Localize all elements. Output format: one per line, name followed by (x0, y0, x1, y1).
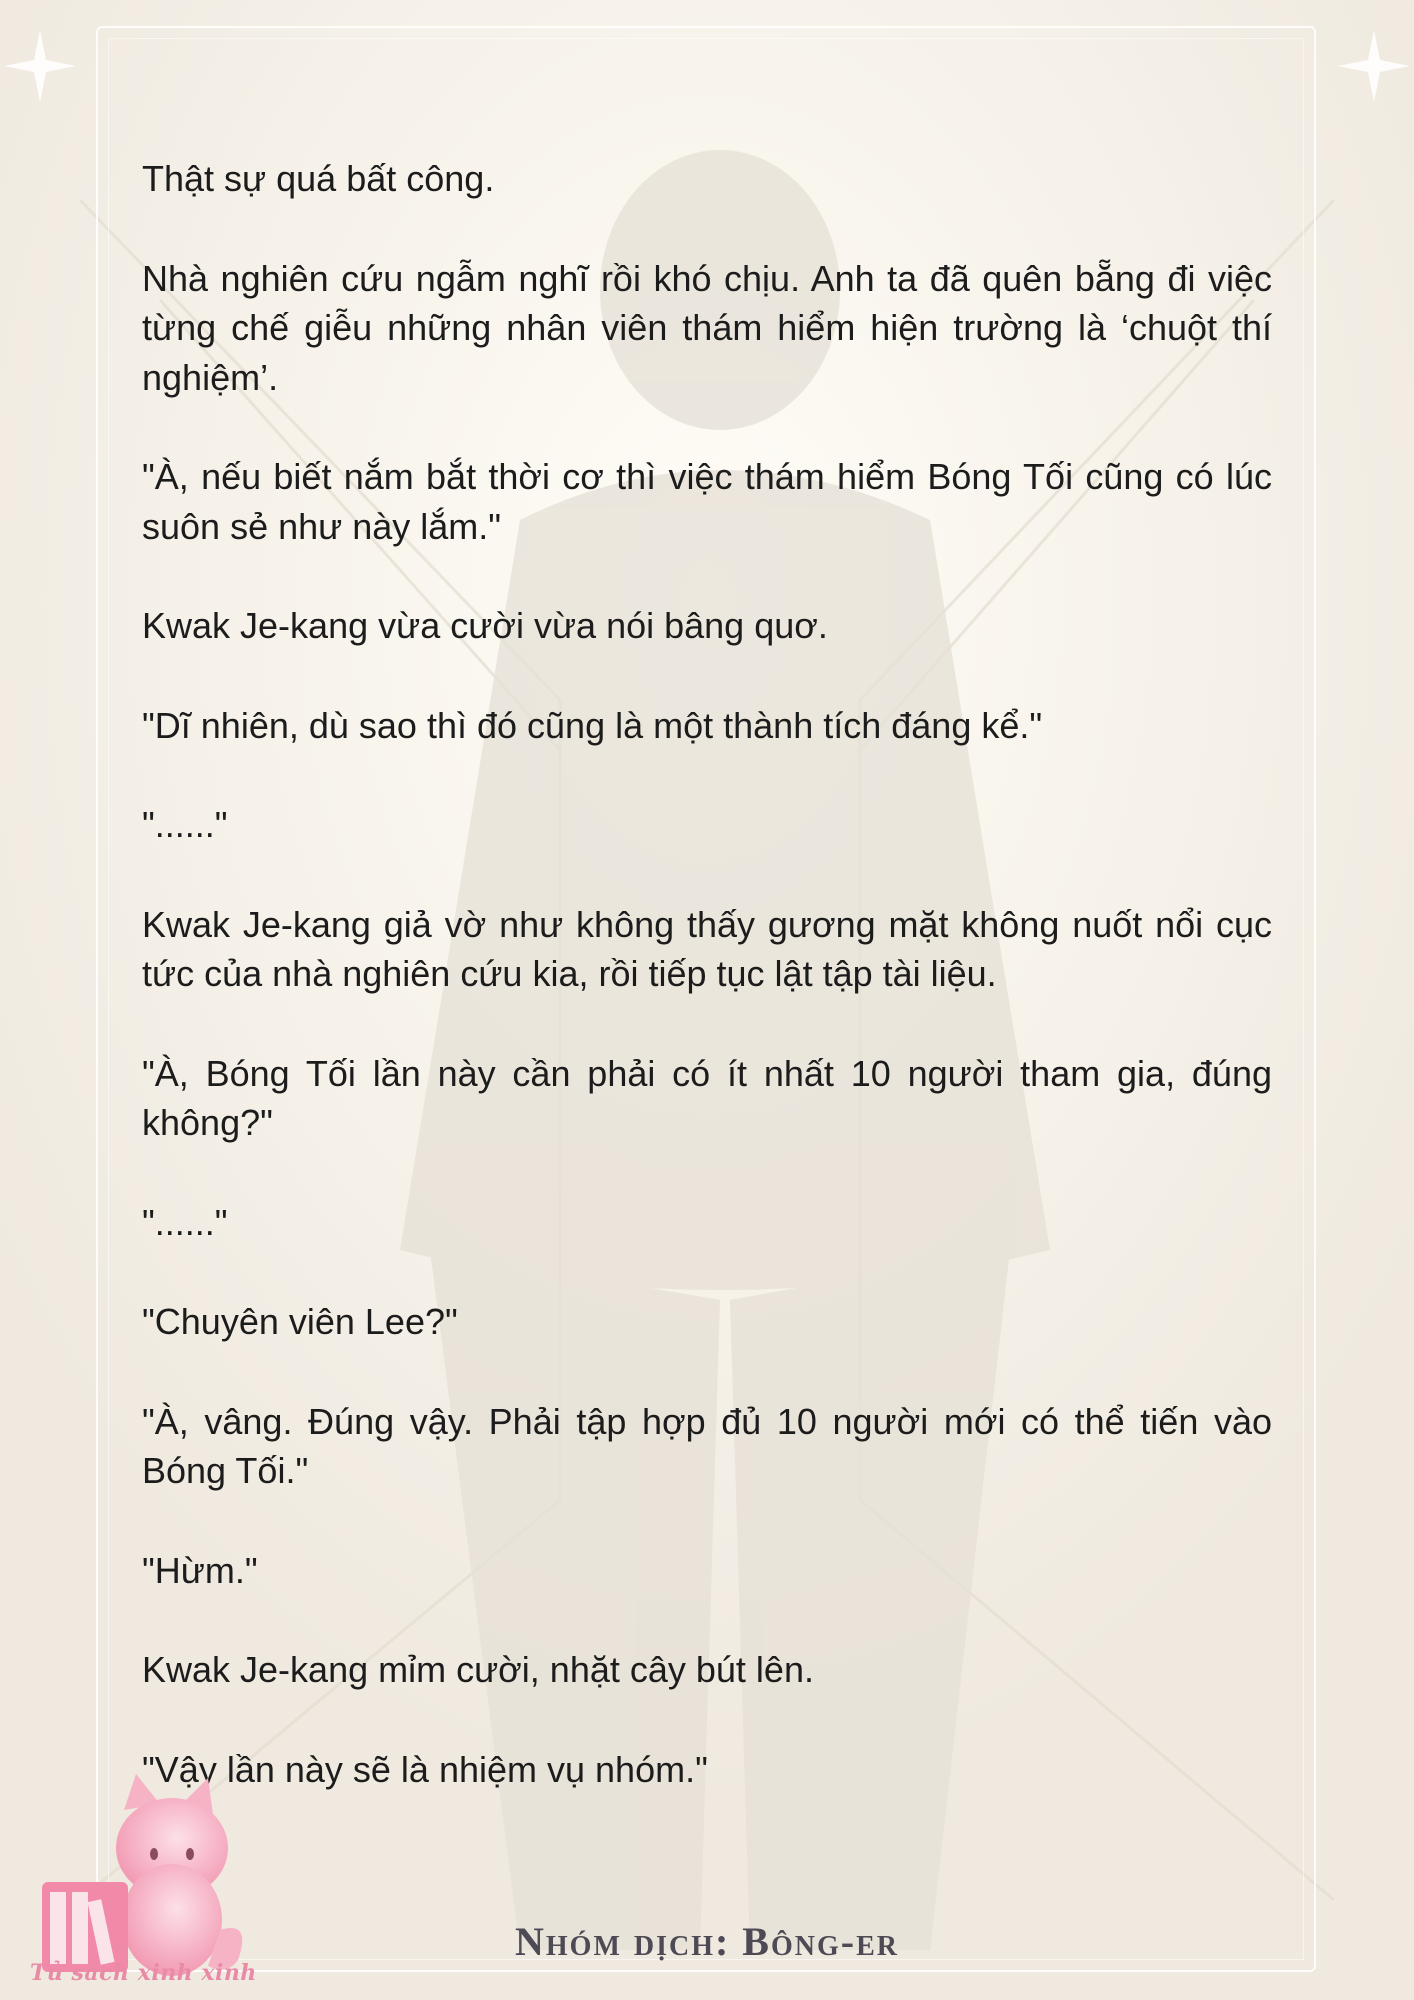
paragraph: "Vậy lần này sẽ là nhiệm vụ nhóm." (142, 1748, 708, 1790)
paragraph: Kwak Je-kang mỉm cười, nhặt cây bút lên. (142, 1649, 814, 1690)
paragraph: "Hừm." (142, 1549, 258, 1591)
paragraph: Kwak Je-kang vừa cười vừa nói bâng quơ. (142, 605, 828, 646)
paragraph: Kwak Je-kang giả vờ như không thấy gương mặt không nuốt nổi cục tức của nhà nghiên cứu kia, rồi tiếp tục lật tập tài liệu. (142, 903, 1272, 994)
paragraph: Thật sự quá bất công. (142, 158, 495, 199)
paragraph: "Chuyên viên Lee?" (142, 1301, 458, 1342)
paragraph: "À, Bóng Tối lần này cần phải có ít nhất 10 người tham gia, đúng không?" (142, 1052, 1272, 1143)
paragraph: "Dĩ nhiên, dù sao thì đó cũng là một thành tích đáng kể." (142, 704, 1043, 746)
paragraph: "À, vâng. Đúng vậy. Phải tập hợp đủ 10 người mới có thể tiến vào Bóng Tối." (142, 1400, 1272, 1491)
paragraph: "......" (142, 804, 228, 845)
paragraph: "À, nếu biết nắm bắt thời cơ thì việc thám hiểm Bóng Tối cũng có lúc suôn sẻ như này lắm." (142, 456, 1272, 547)
story-text (142, 154, 1272, 1844)
paragraph: "......" (142, 1201, 228, 1243)
translator-credit: Nhóm dịch: Bông-er (515, 1919, 899, 1964)
logo-text: Tủ sách xinh xinh (30, 1960, 257, 1986)
paragraph: Nhà nghiên cứu ngẫm nghĩ rồi khó chịu. Anh ta đã quên bẵng đi việc từng chế giễu những nhân viên thám hiểm hiện trường là ‘chuột thí nghiệm’. (142, 257, 1272, 398)
